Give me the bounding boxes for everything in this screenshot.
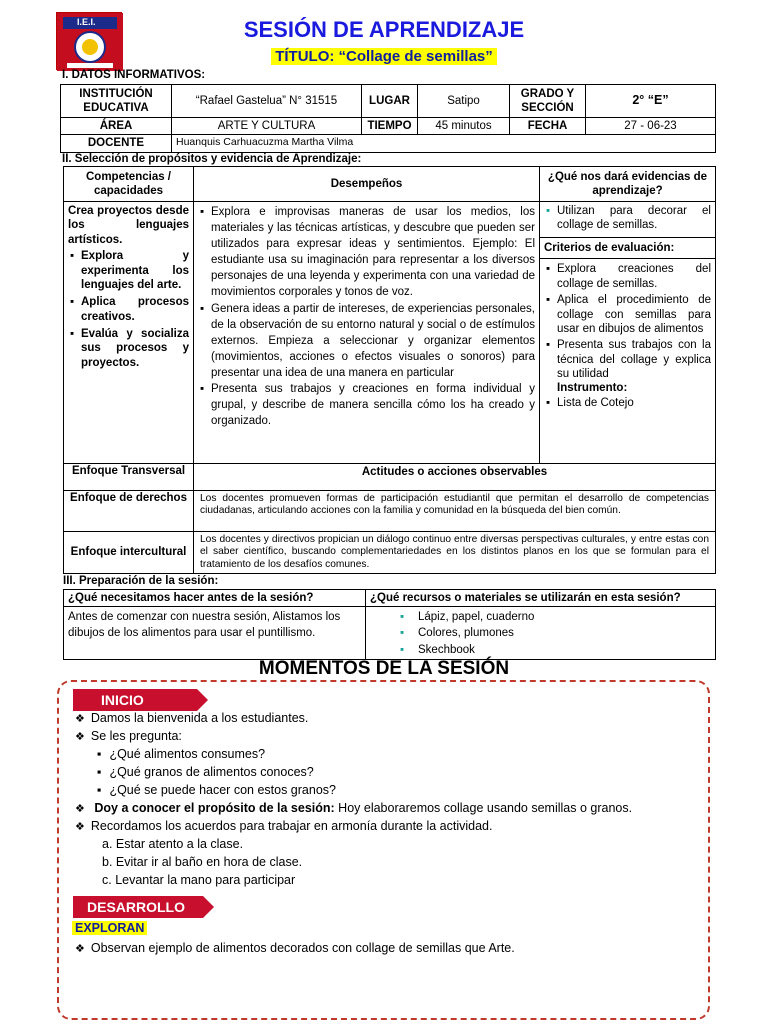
- criterios-list: [540, 259, 715, 381]
- section-3-heading: III. Preparación de la sesión:: [63, 575, 219, 587]
- area-label: ÁREA: [61, 118, 172, 135]
- acuerdos-line: ❖ Recordamos los acuerdos para trabajar en armonía durante la actividad.: [75, 819, 493, 835]
- col-evidencias: ¿Qué nos dará evidencias de aprendizaje?: [540, 167, 716, 202]
- proposito-text: Hoy elaboraremos collage usando semillas o granos.: [334, 801, 633, 815]
- preparacion-table: [63, 589, 716, 660]
- session-subtitle: TÍTULO: “Collage de semillas”: [0, 48, 768, 67]
- exploran-label: EXPLORAN: [72, 921, 147, 937]
- acuerdo-item: a. Estar atento a la clase.: [102, 837, 244, 851]
- pregunta-item: ▪ ¿Qué se puede hacer con estos granos?: [97, 783, 336, 799]
- datos-informativos-table: [60, 84, 716, 153]
- capacidad-item: ▪ Explora y experimenta los lenguajes del arte.: [68, 249, 189, 292]
- lugar-value: Satipo: [418, 85, 510, 118]
- pregunta-item: ▪ ¿Qué granos de alimentos conoces?: [97, 765, 314, 781]
- fecha-value: 27 - 06-23: [586, 118, 716, 135]
- enfoque-intercultural-label: Enfoque intercultural: [64, 532, 194, 574]
- grado-label: GRADO Y SECCIÓN: [510, 85, 586, 118]
- criterios-label: Criterios de evaluación:: [540, 238, 715, 259]
- inicio-line: ❖ Damos la bienvenida a los estudiantes.: [75, 711, 308, 727]
- docente-value: Huanquis Carhuacuzma Martha Vilma: [172, 135, 716, 152]
- capacidad-item: ▪ Evalúa y socializa sus procesos y proyectos.: [68, 327, 189, 370]
- competencias-cell: [64, 202, 194, 464]
- capacidades-list: [68, 249, 189, 370]
- acuerdo-item: c. Levantar la mano para participar: [102, 873, 296, 887]
- acuerdo-item: b. Evitar ir al baño en hora de clase.: [102, 855, 303, 869]
- recurso-item: ▪ Lápiz, papel, cuaderno: [398, 609, 711, 625]
- desempenos-list: [198, 204, 535, 429]
- criterio-item: ▪ Aplica el procedimiento de collage con semillas para usar en dibujos de alimentos: [544, 293, 711, 336]
- section-2-heading: II. Selección de propósitos y evidencia de Aprendizaje:: [62, 153, 362, 165]
- grado-value: 2° “E”: [586, 85, 716, 118]
- propositos-table: [63, 166, 716, 574]
- pregunta-item: ▪ ¿Qué alimentos consumes?: [97, 747, 265, 763]
- institucion-label: INSTITUCIÓN EDUCATIVA: [61, 85, 172, 118]
- momentos-box: [57, 680, 710, 1020]
- competencia-title: Crea proyectos desde los lenguajes artísticos.: [68, 205, 189, 246]
- area-value: ARTE Y CULTURA: [172, 118, 362, 135]
- fecha-label: FECHA: [510, 118, 586, 135]
- section-1-heading: I. DATOS INFORMATIVOS:: [62, 69, 206, 81]
- desempeno-item: ▪ Explora e improvisas maneras de usar los medios, los materiales y las técnicas artísticas, y descubre que pueden ser utilizados para expresar ideas y sentimientos. Ejemplo: El estudiante usa su imaginación para representar a los diversos personajes de una leyenda y experimenta con una variedad de movimientos corporales y tonos de voz.: [198, 204, 535, 301]
- evidencias-cell: [540, 202, 716, 464]
- criterio-item: ▪ Presenta sus trabajos con la técnica del collage y explica su utilidad: [544, 338, 711, 381]
- derechos-text: Los docentes promueven formas de participación estudiantil que permitan el desarrollo de competencias ciudadanas, articulando acciones con la familia y comunidad en la búsqueda del bien común.: [194, 491, 716, 532]
- recurso-item: ▪ Skechbook: [398, 642, 711, 658]
- evidencia-item: ▪ Utilizan para decorar el collage de semillas.: [544, 204, 711, 233]
- inicio-tag: INICIO: [73, 689, 197, 711]
- recurso-item: ▪ Colores, plumones: [398, 625, 711, 641]
- criterio-item: ▪ Explora creaciones del collage de semillas.: [544, 262, 711, 291]
- inicio-line: ❖ Se les pregunta:: [75, 729, 182, 745]
- desempeno-item: ▪ Genera ideas a partir de intereses, de experiencias personales, de la observación de su entorno natural y social o de estímulos externos. Empieza a seleccionar y organizar elementos (movimientos, acciones o efectos visuales o sonoros) para presentar una idea de una manera en particular: [198, 301, 535, 381]
- momentos-title: MOMENTOS DE LA SESIÓN: [258, 658, 510, 679]
- institucion-value: “Rafael Gastelua” N° 31515: [172, 85, 362, 118]
- tiempo-value: 45 minutos: [418, 118, 510, 135]
- lugar-label: LUGAR: [362, 85, 418, 118]
- actitudes-label: Actitudes o acciones observables: [194, 464, 716, 491]
- antes-text: Antes de comenzar con nuestra sesión, Alistamos los dibujos de los alimentos para usar el puntillismo.: [64, 607, 366, 659]
- capacidad-item: ▪ Aplica procesos creativos.: [68, 295, 189, 324]
- observan-line: ❖ Observan ejemplo de alimentos decorados con collage de semillas que Arte.: [75, 941, 515, 957]
- tiempo-label: TIEMPO: [362, 118, 418, 135]
- col-desempenos: Desempeños: [194, 167, 540, 202]
- enfoque-derechos-label: Enfoque de derechos: [64, 491, 194, 532]
- proposito-line: [75, 801, 632, 817]
- proposito-label: Doy a conocer el propósito de la sesión:: [94, 801, 335, 815]
- evidencia-list: [540, 202, 715, 238]
- desempenos-cell: [194, 202, 540, 464]
- col-recursos: ¿Qué recursos o materiales se utilizarán en esta sesión?: [366, 590, 716, 607]
- docente-label: DOCENTE: [61, 135, 172, 152]
- instrumento-label: Instrumento:: [557, 382, 628, 395]
- page-title: SESIÓN DE APRENDIZAJE: [243, 17, 525, 42]
- recursos-cell: [366, 607, 716, 659]
- col-competencias: Competencias / capacidades: [64, 167, 194, 202]
- instrumento-item: ▪ Lista de Cotejo: [544, 396, 711, 410]
- desarrollo-tag: DESARROLLO: [73, 896, 203, 918]
- recursos-list: [370, 609, 711, 657]
- instrumento-list: [540, 396, 715, 410]
- enfoque-transversal-label: Enfoque Transversal: [64, 464, 194, 491]
- col-antes: ¿Qué necesitamos hacer antes de la sesión?: [64, 590, 366, 607]
- intercultural-text: Los docentes y directivos propician un diálogo continuo entre diversas perspectivas culturales, y entre estas con el saber científico, buscando complementariedades en los distintos planos en los que se formulan para el tratamiento de los desafíos comunes.: [194, 532, 716, 574]
- desempeno-item: ▪ Presenta sus trabajos y creaciones en forma individual y grupal, y describe de manera sencilla cómo los ha creado y organizado.: [198, 381, 535, 429]
- logo-text: I.E.I.: [77, 17, 96, 27]
